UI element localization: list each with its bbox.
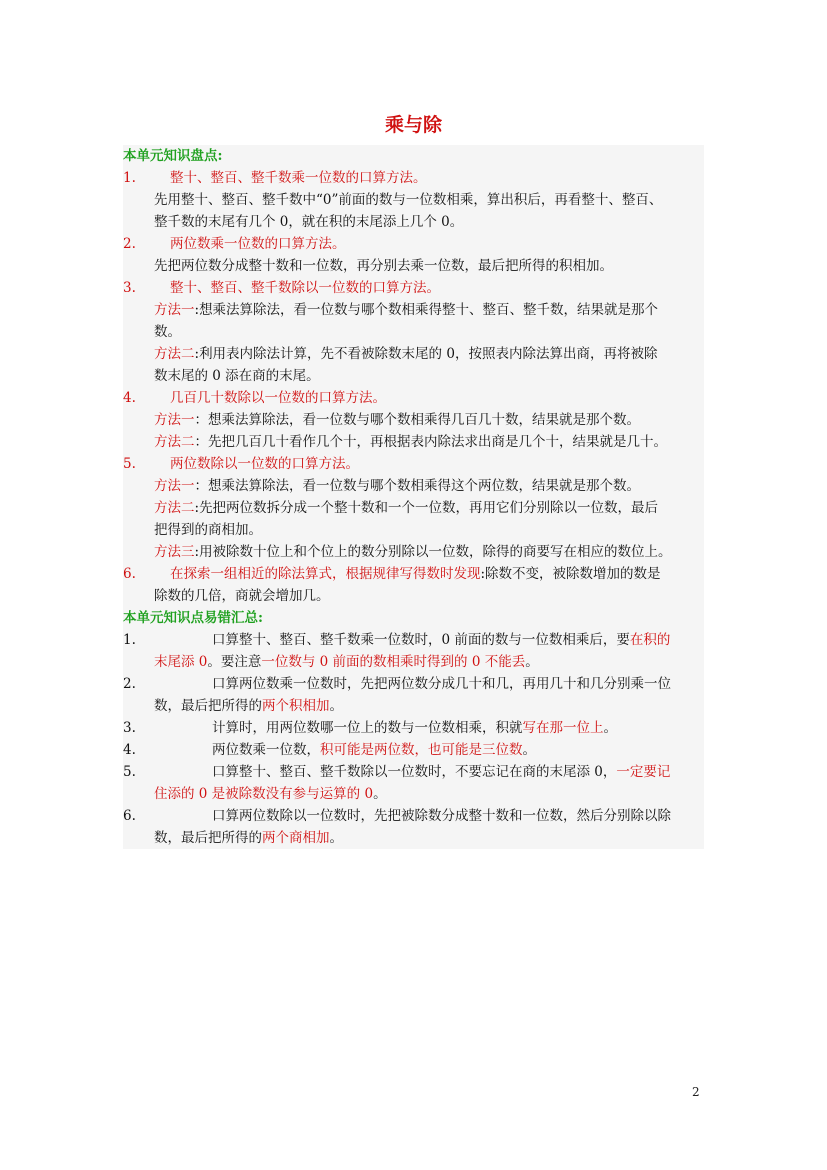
page-number: 2 [692, 1085, 700, 1099]
method-separator: : [194, 544, 200, 560]
method-line [123, 299, 704, 321]
item-title: 整十、整百、整千数除以一位数的口算方法。 [170, 280, 440, 296]
section-heading: 本单元知识盘点: [123, 148, 223, 164]
list-item-title [123, 453, 704, 475]
item-title: 在探索一组相近的除法算式，根据规律写得数时发现 [170, 566, 481, 582]
method-text: 用被除数十位上和个位上的数分别除以一位数，除得的商要写在相应的数位上。 [199, 544, 672, 560]
list-item-title [123, 387, 704, 409]
item-text-segment: 。 [373, 786, 387, 802]
item-text [170, 453, 359, 475]
item-text-segment: 口算整十、整百、整千数乘一位数时，0 前面的数与一位数相乘后，要 [212, 632, 630, 648]
item-text-segment: 口算两位数除以一位数时，先把被除数分成整十数和一位数，然后分别除以除 [212, 808, 671, 824]
method-line [123, 409, 704, 431]
highlight-text: 两个积相加 [262, 698, 330, 714]
item-text-segment: 。 [522, 742, 536, 758]
list-item-title [123, 277, 704, 299]
highlight-text: 一位数与 0 前面的数相乘时得到的 0 不能丢 [261, 654, 526, 670]
item-text [212, 805, 671, 827]
highlight-text: 住添的 0 是被除数没有参与运算的 0 [154, 786, 374, 802]
item-text [170, 387, 386, 409]
method-line [123, 365, 704, 387]
item-body-line: 除数的几倍，商就会增加几。 [154, 588, 330, 604]
method-label: 方法一 [154, 478, 195, 494]
item-text-segment: 计算时，用两位数哪一位上的数与一位数相乘，积就 [212, 720, 523, 736]
item-body-line: 先用整十、整百、整千数中“0”前面的数与一位数相乘，算出积后，再看整十、整百、 [154, 192, 663, 208]
item-number: 3. [123, 720, 136, 736]
method-label: 方法二 [154, 434, 195, 450]
list-item-title [123, 233, 704, 255]
highlight-text: 在积的 [629, 632, 671, 648]
item-number: 3. [123, 280, 136, 296]
item-number: 2. [123, 236, 136, 252]
method-text: 数末尾的 0 添在商的末尾。 [154, 368, 320, 384]
item-text-segment: 。 [329, 830, 343, 846]
item-text [170, 277, 440, 299]
method-text: 想乘法算除法，看一位数与哪个数相乘得几百几十数，结果就是那个数。 [208, 412, 640, 428]
item-number: 5. [123, 456, 136, 472]
method-label: 方法二 [154, 500, 195, 516]
item-text-segment: 两位数乘一位数， [212, 742, 320, 758]
method-line [123, 497, 704, 519]
item-text [170, 563, 661, 585]
item-text [212, 673, 671, 695]
method-label: 方法一 [154, 302, 195, 318]
item-title: 几百几十数除以一位数的口算方法。 [170, 390, 386, 406]
error-item-continuation [123, 827, 704, 849]
error-item [123, 805, 704, 827]
method-text: 把得到的商相加。 [154, 522, 262, 538]
item-number: 6. [123, 808, 136, 824]
item-text-segment: 。要注意 [207, 654, 262, 670]
error-item-continuation [123, 651, 704, 673]
highlight-text: 积可能是两位数，也可能是三位数 [320, 742, 523, 758]
method-separator: ： [194, 478, 208, 494]
item-text-segment: 数，最后把所得的 [154, 830, 262, 846]
highlight-text: 写在那一位上 [522, 720, 604, 736]
method-separator: : [194, 346, 200, 362]
item-title: 整十、整百、整千数乘一位数的口算方法。 [170, 170, 427, 186]
list-item-title [123, 563, 704, 585]
highlight-text: 末尾添 0 [154, 654, 208, 670]
method-separator: ： [194, 412, 208, 428]
item-number: 5. [123, 764, 136, 780]
item-number: 4. [123, 742, 136, 758]
item-text-segment: 。 [525, 654, 539, 670]
error-item [123, 761, 704, 783]
item-number: 4. [123, 390, 136, 406]
method-line [123, 343, 704, 365]
highlight-text: 一定要记 [616, 764, 671, 780]
item-number: 2. [123, 676, 136, 692]
document-content [123, 145, 704, 849]
item-text [212, 717, 617, 739]
method-text: 先把几百几十看作几个十，再根据表内除法求出商是几个十，结果就是几十。 [208, 434, 667, 450]
method-separator: : [194, 500, 200, 516]
item-inline-text: :除数不变，被除数增加的数是 [480, 566, 661, 582]
method-line [123, 431, 704, 453]
error-item [123, 629, 704, 651]
method-separator: ： [194, 434, 208, 450]
item-title: 两位数除以一位数的口算方法。 [170, 456, 359, 472]
section-heading: 本单元知识点易错汇总: [123, 610, 263, 626]
method-label: 方法三 [154, 544, 195, 560]
method-line [123, 519, 704, 541]
error-item-continuation [123, 783, 704, 805]
page-title: 乘与除 [384, 114, 442, 136]
item-text [170, 167, 427, 189]
method-text: 利用表内除法计算，先不看被除数末尾的 0，按照表内除法算出商，再将被除 [199, 346, 658, 362]
item-text [212, 629, 670, 651]
error-item [123, 673, 704, 695]
method-line [123, 541, 704, 563]
item-number: 6. [123, 566, 136, 582]
item-text [170, 233, 346, 255]
error-item [123, 717, 704, 739]
item-text-segment: 口算两位数乘一位数时，先把两位数分成几十和几，再用几十和几分别乘一位 [212, 676, 671, 692]
error-item-continuation [123, 695, 704, 717]
method-text: 想乘法算除法，看一位数与哪个数相乘得这个两位数，结果就是那个数。 [208, 478, 640, 494]
item-text-segment: 口算整十、整百、整千数除以一位数时，不要忘记在商的末尾添 0， [212, 764, 617, 780]
item-number: 1. [123, 632, 136, 648]
method-line [123, 321, 704, 343]
method-label: 方法二 [154, 346, 195, 362]
item-body-line: 整千数的末尾有几个 0，就在积的末尾添上几个 0。 [154, 214, 464, 230]
method-text: 先把两位数拆分成一个整十数和一个一位数，再用它们分别除以一位数，最后 [199, 500, 659, 516]
highlight-text: 两个商相加 [262, 830, 330, 846]
item-text-segment: 数，最后把所得的 [154, 698, 262, 714]
error-item [123, 739, 704, 761]
method-line [123, 475, 704, 497]
method-separator: : [194, 302, 200, 318]
item-text-segment: 。 [329, 698, 343, 714]
item-body-line: 先把两位数分成整十数和一位数，再分别去乘一位数，最后把所得的积相加。 [154, 258, 613, 274]
item-text [212, 739, 536, 761]
list-item-title [123, 167, 704, 189]
item-text-segment: 。 [603, 720, 617, 736]
method-text: 想乘法算除法，看一位数与哪个数相乘得整十、整百、整千数，结果就是那个 [199, 302, 659, 318]
item-number: 1. [123, 170, 136, 186]
item-title: 两位数乘一位数的口算方法。 [170, 236, 346, 252]
method-label: 方法一 [154, 412, 195, 428]
item-text [212, 761, 670, 783]
method-text: 数。 [154, 324, 181, 340]
